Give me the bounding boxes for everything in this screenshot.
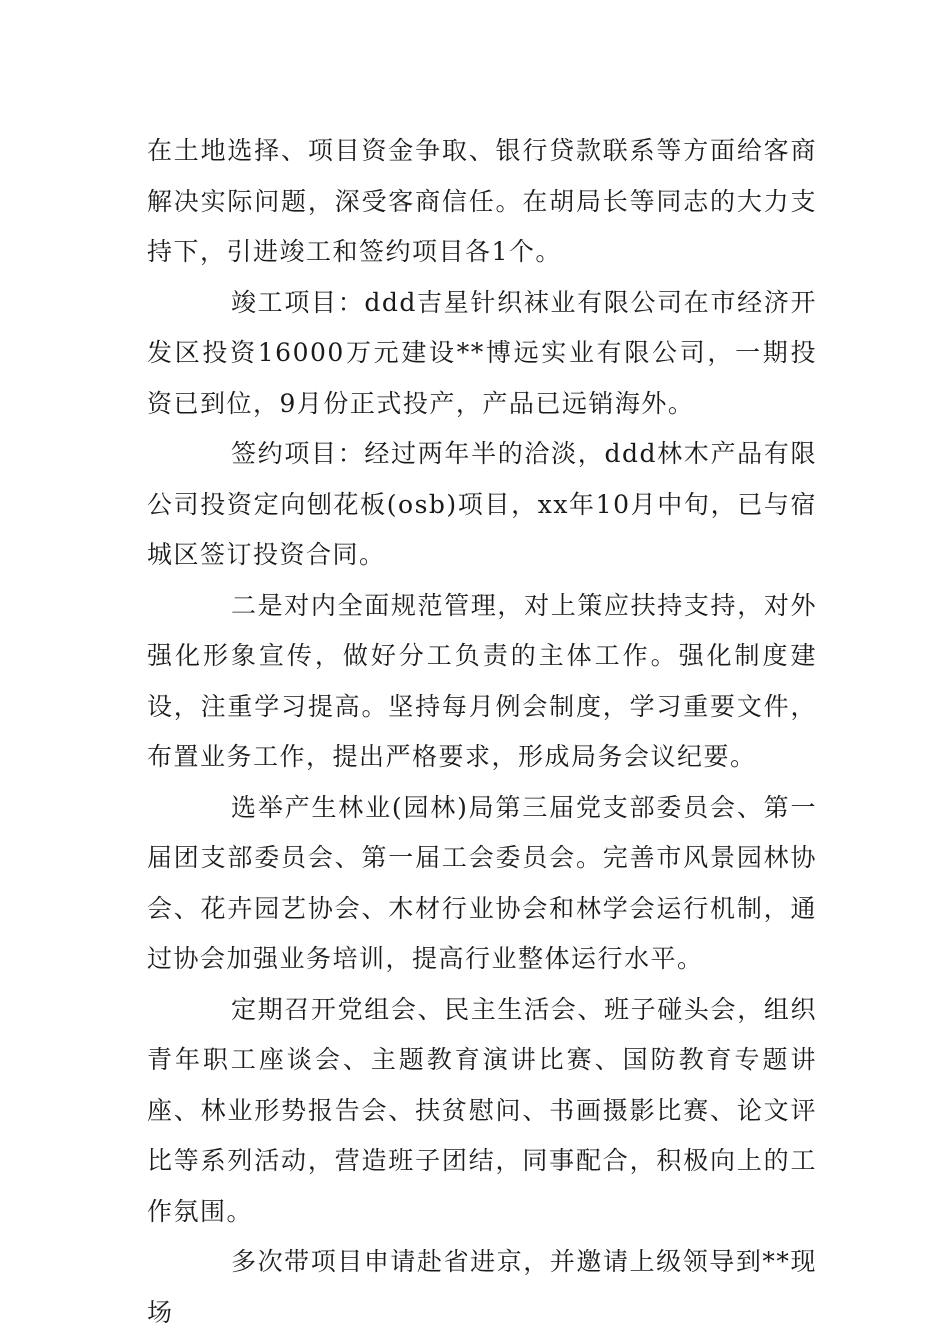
paragraph-5: 选举产生林业(园林)局第三届党支部委员会、第一届团支部委员会、第一届工会委员会。完善市风景园林协会、花卉园艺协会、木材行业协会和林学会运行机制，通过协会加强业务培训，提高行业整体运行水平。 xyxy=(147,792,817,973)
paragraph-6: 定期召开党组会、民主生活会、班子碰头会，组织青年职工座谈会、主题教育演讲比赛、国防教育专题讲座、林业形势报告会、扶贫慰问、书画摄影比赛、论文评比等系列活动，营造班子团结，同事配合，积极向上的工作氛围。 xyxy=(147,994,817,1226)
document-body xyxy=(147,126,817,1338)
paragraph-1: 在土地选择、项目资金争取、银行贷款联系等方面给客商解决实际问题，深受客商信任。在胡局长等同志的大力支持下，引进竣工和签约项目各1个。 xyxy=(147,136,817,266)
paragraph-3: 签约项目：经过两年半的洽淡，ddd林木产品有限公司投资定向刨花板(osb)项目，xx年10月中旬，已与宿城区签订投资合同。 xyxy=(147,439,817,569)
paragraph-4: 二是对内全面规范管理，对上策应扶持支持，对外强化形象宣传，做好分工负责的主体工作。强化制度建设，注重学习提高。坚持每月例会制度，学习重要文件，布置业务工作，提出严格要求，形成局务会议纪要。 xyxy=(147,590,817,771)
paragraph-7: 多次带项目申请赴省进京，并邀请上级领导到**现场 xyxy=(147,1247,817,1327)
paragraph-2: 竣工项目：ddd吉星针织袜业有限公司在市经济开发区投资16000万元建设**博远实业有限公司，一期投资已到位，9月份正式投产，产品已远销海外。 xyxy=(147,287,817,418)
